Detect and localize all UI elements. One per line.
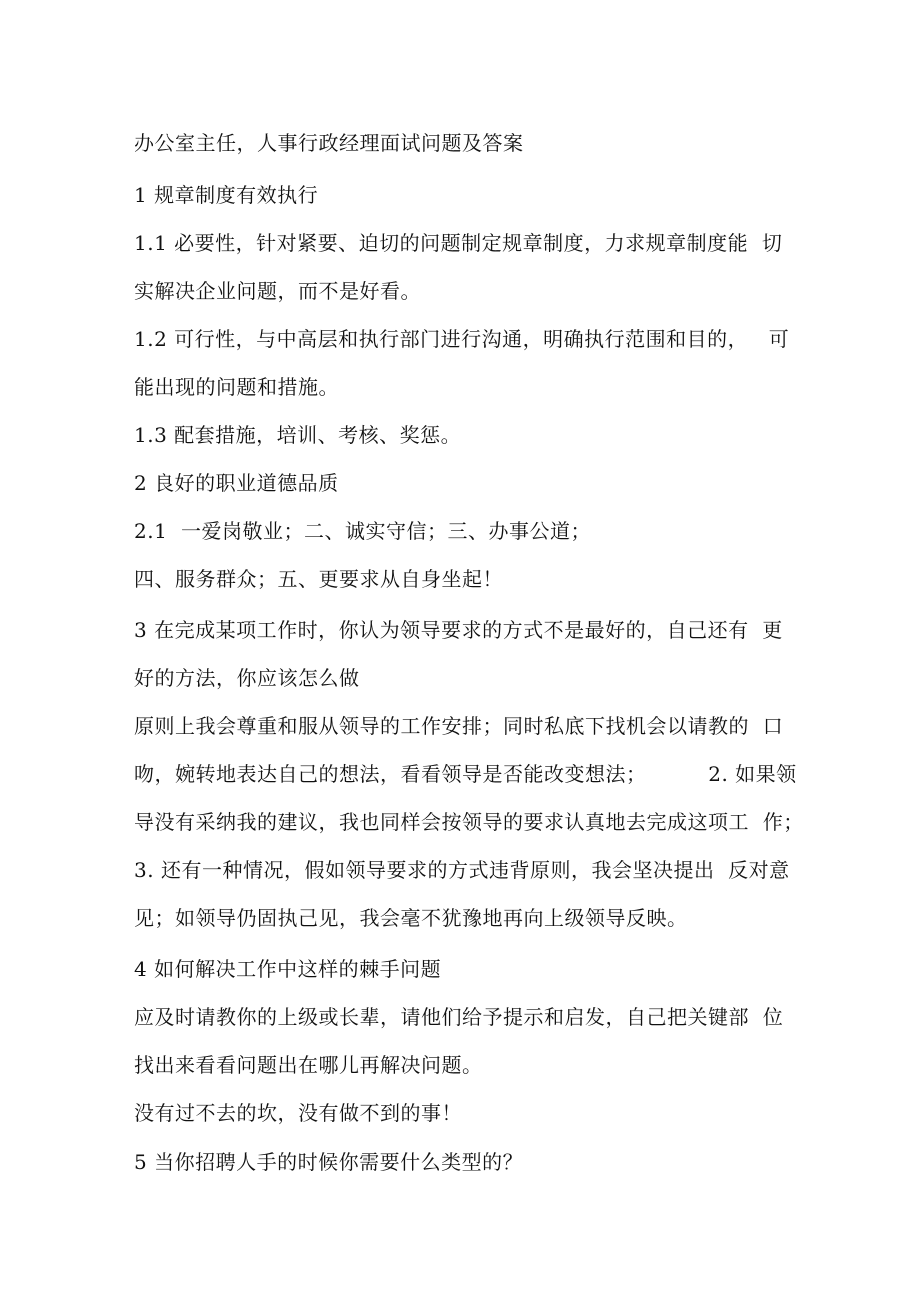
heading-2: 2 良好的职业道德品质 <box>134 471 339 495</box>
paragraph-line: 没有过不去的坎，没有做不到的事！ <box>134 1101 462 1125</box>
paragraph-line: 实解决企业问题，而不是好看。 <box>134 279 421 303</box>
paragraph-line: 1.2 可行性，与中高层和执行部门进行沟通，明确执行范围和目的， 可 <box>134 327 790 351</box>
paragraph-line: 找出来看看问题出在哪儿再解决问题。 <box>134 1053 483 1077</box>
heading-4: 4 如何解决工作中这样的棘手问题 <box>134 957 442 981</box>
paragraph-line: 1.3 配套措施，培训、考核、奖惩。 <box>134 423 462 447</box>
paragraph-line: 能出现的问题和措施。 <box>134 375 339 399</box>
paragraph-line: 见；如领导仍固执己见，我会毫不犹豫地再向上级领导反映。 <box>134 906 688 930</box>
paragraph-line: 导没有采纳我的建议，我也同样会按领导的要求认真地去完成这项工 作； <box>134 810 804 834</box>
paragraph-line: 3. 还有一种情况，假如领导要求的方式违背原则，我会坚决提出 反对意 <box>134 858 790 882</box>
heading-3-cont: 好的方法，你应该怎么做 <box>134 666 360 690</box>
paragraph-line: 应及时请教你的上级或长辈，请他们给予提示和启发，自己把关键部 位 <box>134 1005 784 1029</box>
heading-5: 5 当你招聘人手的时候你需要什么类型的？ <box>134 1150 524 1174</box>
paragraph-line: 吻，婉转地表达自己的想法，看看领导是否能改变想法； 2. 如果领 <box>134 762 797 786</box>
paragraph-line: 原则上我会尊重和服从领导的工作安排；同时私底下找机会以请教的 口 <box>134 714 784 738</box>
document-title: 办公室主任，人事行政经理面试问题及答案 <box>134 131 524 155</box>
paragraph-line: 2.1 一爱岗敬业；二、诚实守信；三、办事公道； <box>134 519 592 543</box>
paragraph-line: 四、服务群众；五、更要求从自身坐起！ <box>134 567 503 591</box>
paragraph-line: 1.1 必要性，针对紧要、迫切的问题制定规章制度，力求规章制度能 切 <box>134 231 783 255</box>
heading-3: 3 在完成某项工作时，你认为领导要求的方式不是最好的，自己还有 更 <box>134 618 783 642</box>
heading-1: 1 规章制度有效执行 <box>134 183 319 207</box>
